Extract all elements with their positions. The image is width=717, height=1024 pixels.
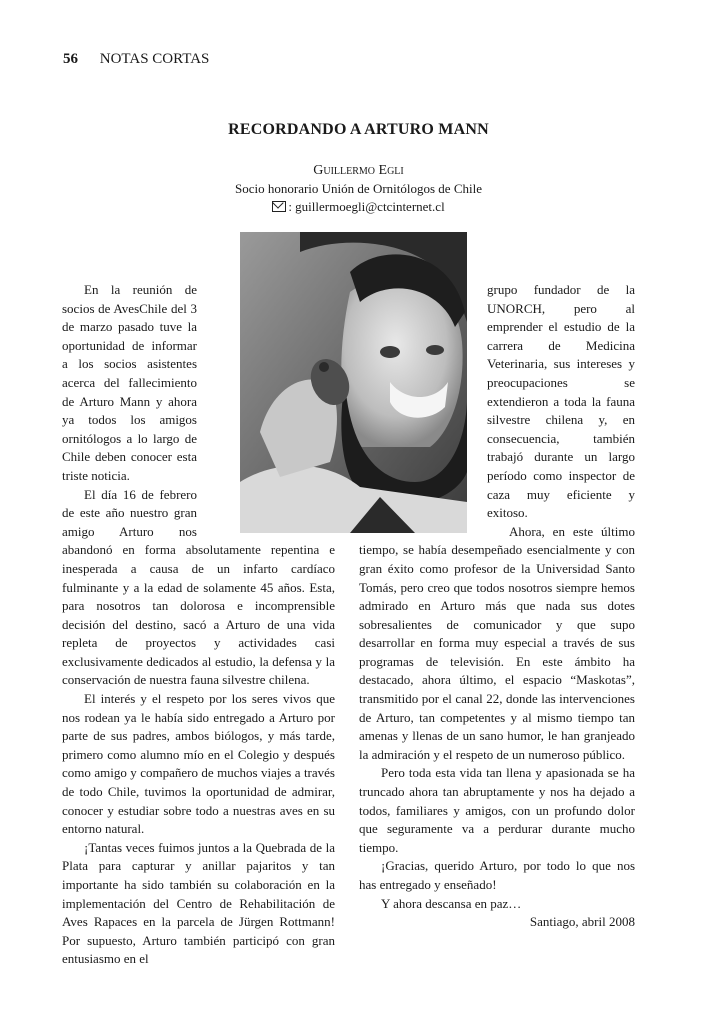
- page-number: 56: [63, 51, 78, 67]
- photo-wrap-space: [197, 281, 335, 539]
- envelope-icon: [272, 201, 286, 212]
- paragraph: Pero toda esta vida tan llena y apasionada se ha truncado ahora tan abruptamente y nos ha dejado a todos, familiares y amigos, con un profundo dolor que seguramente va a perdurar durante mucho tiempo.: [359, 765, 635, 855]
- left-column: [62, 281, 335, 969]
- email-text[interactable]: : guillermoegli@ctcinternet.cl: [288, 199, 445, 214]
- right-column: [359, 281, 635, 932]
- author-name: Guillermo Egli: [313, 163, 404, 178]
- paragraph: En la reunión de socios de AvesChile del 3 de marzo pasado tuve la oportunidad de informar a los socios asistentes acerca del fallecimiento de Arturo Mann y ahora ya todos los amigos ornitólogos a lo largo de Chile deben conocer esta triste noticia.: [62, 282, 197, 483]
- paragraph: ¡Tantas veces fuimos juntos a la Quebrada de la Plata para capturar y anillar pajaritos y tan importante ha sido también su colaboración en la implementación del Centro de Rehabilitación de Aves Rapaces en la parcela de Jürgen Rottmann! Por supuesto, Arturo también participó con gran entusiasmo en el: [62, 839, 335, 967]
- paragraph: ¡Gracias, querido Arturo, por todo lo que nos has entregado y enseñado!: [359, 858, 635, 892]
- signature: Santiago, abril 2008: [529, 914, 635, 930]
- paragraph: El interés y el respeto por los seres vivos que nos rodean ya le había sido entregado a Arturo por parte de sus padres, ambos biólogos, y más tarde, primero como alumno mío en el Colegio y después como amigo y compañero de muchos viajes a través de todo Chile, tuvimos la oportunidad de admirar, conocer y estudiar sobre todo a nuestras aves en su entorno natural.: [62, 691, 335, 837]
- paragraph: grupo fundador de la UNORCH, pero al emprender el estudio de la carrera de Medicina Veterinaria, sus intereses y preocupaciones se extendieron a toda la fauna silvestre chilena y, en consecuencia, también trabajó durante un largo período como inspector de caza muy eficiente y exitoso.: [487, 282, 635, 521]
- author-affiliation: Socio honorario Unión de Ornitólogos de Chile: [235, 181, 482, 196]
- paragraph: Ahora, en este último tiempo, se había desempeñado esencialmente y con gran éxito como profesor de la Universidad Santo Tomás, pero creo que todos nosotros siempre hemos admirado en Arturo más que nada sus dotes sobresalientes de comunicador y que supo desarrollar en forma muy especial a través de sus programas de televisión. En este ámbito ha destacado, ahora último, el espacio “Maskotas”, transmitido por el canal 22, donde las intervenciones de Arturo, tan competentes y al mismo tiempo tan amenas y llenas de un sano humor, le han granjeado la admiración y el respeto de un numeroso público.: [359, 523, 635, 762]
- author-email[interactable]: [0, 199, 717, 215]
- section-title: NOTAS CORTAS: [99, 51, 210, 67]
- article-title: RECORDANDO A ARTURO MANN: [228, 121, 489, 138]
- paragraph: El día 16 de febrero de este año nuestro gran amigo Arturo nos abandonó en forma absolutamente repentina e inesperada a causa de un infarto cardíaco fulminante y a la edad de solamente 45 años. Esta, para nosotros tan dolorosa e incomprensible decisión del destino, sacó a Arturo de una vida repleta de proyectos y actividades casi exclusivamente dedicados al estudio, la defensa y la conservación de nuestra fauna silvestre chilena.: [62, 486, 335, 688]
- photo-wrap-space: [359, 281, 487, 539]
- running-header: [63, 51, 209, 68]
- paragraph: Y ahora descansa en paz…: [381, 895, 522, 911]
